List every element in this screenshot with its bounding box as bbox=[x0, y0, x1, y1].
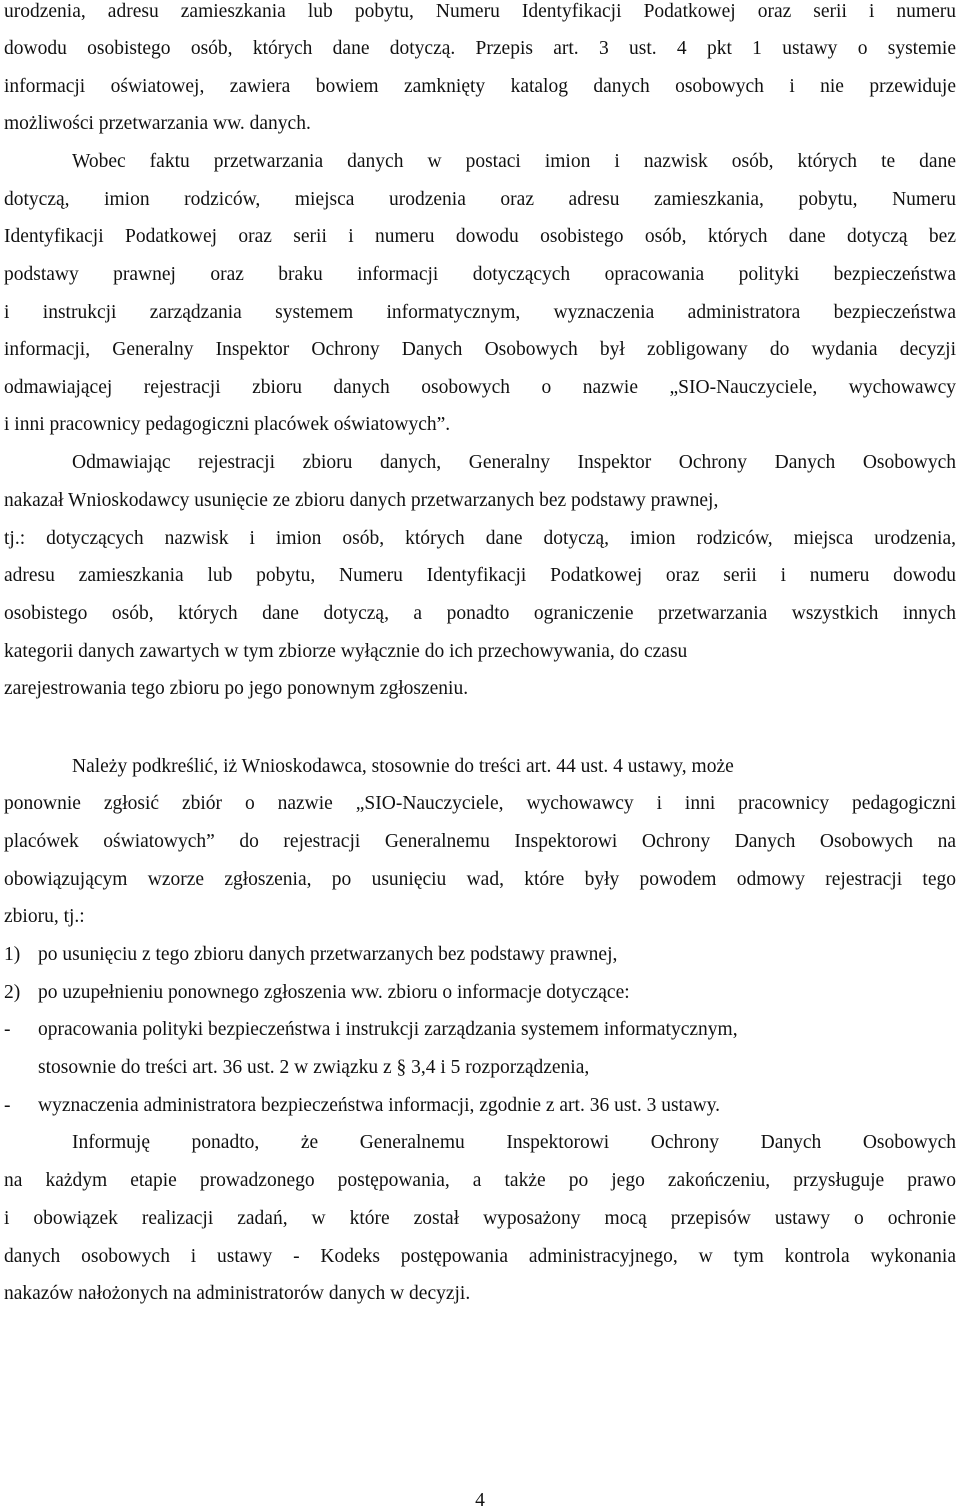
text-line: obowiązującym wzorze zgłoszenia, po usunięciu wad, które były powodem odmowy rejestracji tego bbox=[4, 869, 956, 890]
list-item-text: po uzupełnieniu ponownego zgłoszenia ww. zbioru o informacje dotyczące: bbox=[38, 982, 630, 1003]
text-line: Informuję ponadto, że Generalnemu Inspektorowi Ochrony Danych Osobowych bbox=[72, 1132, 956, 1153]
text-line: Odmawiając rejestracji zbioru danych, Generalny Inspektor Ochrony Danych Osobowych bbox=[72, 452, 956, 473]
text-line: nakazów nałożonych na administratorów danych w decyzji. bbox=[4, 1283, 471, 1304]
text-line: możliwości przetwarzania ww. danych. bbox=[4, 113, 311, 134]
list-marker: - bbox=[4, 1095, 11, 1116]
list-item-text: opracowania polityki bezpieczeństwa i instrukcji zarządzania systemem informatycznym, bbox=[38, 1019, 738, 1040]
text-line: podstawy prawnej oraz braku informacji dotyczących opracowania polityki bezpieczeństwa bbox=[4, 264, 956, 285]
text-line: i instrukcji zarządzania systemem informatycznym, wyznaczenia administratora bezpieczeństwa bbox=[4, 302, 956, 323]
text-line: kategorii danych zawartych w tym zbiorze wyłącznie do ich przechowywania, do czasu bbox=[4, 641, 688, 662]
text-line: dotyczą, imion rodziców, miejsca urodzenia oraz adresu zamieszkania, pobytu, Numeru bbox=[4, 189, 956, 210]
text-line: osobistego osób, których dane dotyczą, a ponadto ograniczenie przetwarzania wszystkich innych bbox=[4, 603, 956, 624]
text-line: dowodu osobistego osób, których dane dotyczą. Przepis art. 3 ust. 4 pkt 1 ustawy o systemie bbox=[4, 38, 956, 59]
text-line: danych osobowych i ustawy - Kodeks postępowania administracyjnego, w tym kontrola wykonania bbox=[4, 1246, 956, 1267]
text-line: odmawiającej rejestracji zbioru danych osobowych o nazwie „SIO-Nauczyciele, wychowawcy bbox=[4, 377, 956, 398]
text-line: nakazał Wnioskodawcy usunięcie ze zbioru danych przetwarzanych bez podstawy prawnej, bbox=[4, 490, 719, 511]
page-number: 4 bbox=[475, 1490, 485, 1511]
list-item-text: po usunięciu z tego zbioru danych przetwarzanych bez podstawy prawnej, bbox=[38, 944, 618, 965]
list-marker: - bbox=[4, 1019, 11, 1040]
text-line: i inni pracownicy pedagogiczni placówek oświatowych”. bbox=[4, 414, 451, 435]
text-line: zarejestrowania tego zbioru po jego ponownym zgłoszeniu. bbox=[4, 678, 469, 699]
text-line: Identyfikacji Podatkowej oraz serii i numeru dowodu osobistego osób, których dane dotyczą bez bbox=[4, 226, 956, 247]
list-marker: 1) bbox=[4, 944, 21, 965]
list-marker: 2) bbox=[4, 982, 21, 1003]
text-line: Należy podkreślić, iż Wnioskodawca, stosownie do treści art. 44 ust. 4 ustawy, może bbox=[72, 756, 734, 777]
text-line: Wobec faktu przetwarzania danych w postaci imion i nazwisk osób, których te dane bbox=[72, 151, 956, 172]
list-item-text: stosownie do treści art. 36 ust. 2 w związku z § 3,4 i 5 rozporządzenia, bbox=[38, 1057, 590, 1078]
text-line: ponownie zgłosić zbiór o nazwie „SIO-Nauczyciele, wychowawcy i inni pracownicy pedagogiczni bbox=[4, 793, 956, 814]
text-line: urodzenia, adresu zamieszkania lub pobytu, Numeru Identyfikacji Podatkowej oraz serii i numeru bbox=[4, 1, 956, 22]
text-line: adresu zamieszkania lub pobytu, Numeru Identyfikacji Podatkowej oraz serii i numeru dowodu bbox=[4, 565, 956, 586]
text-line: i obowiązek realizacji zadań, w które został wyposażony mocą przepisów ustawy o ochronie bbox=[4, 1208, 956, 1229]
list-item-text: wyznaczenia administratora bezpieczeństwa informacji, zgodnie z art. 36 ust. 3 ustawy. bbox=[38, 1095, 721, 1116]
text-line: informacji oświatowej, zawiera bowiem zamknięty katalog danych osobowych i nie przewiduje bbox=[4, 76, 956, 97]
text-line: placówek oświatowych” do rejestracji Generalnemu Inspektorowi Ochrony Danych Osobowych na bbox=[4, 831, 956, 852]
text-line: na każdym etapie prowadzonego postępowania, a także po jego zakończeniu, przysługuje prawo bbox=[4, 1170, 956, 1191]
text-line: informacji, Generalny Inspektor Ochrony Danych Osobowych był zobligowany do wydania decyzji bbox=[4, 339, 956, 360]
text-line: zbioru, tj.: bbox=[4, 906, 85, 927]
text-line: tj.: dotyczących nazwisk i imion osób, których dane dotyczą, imion rodziców, miejsca urodzenia, bbox=[4, 528, 956, 549]
